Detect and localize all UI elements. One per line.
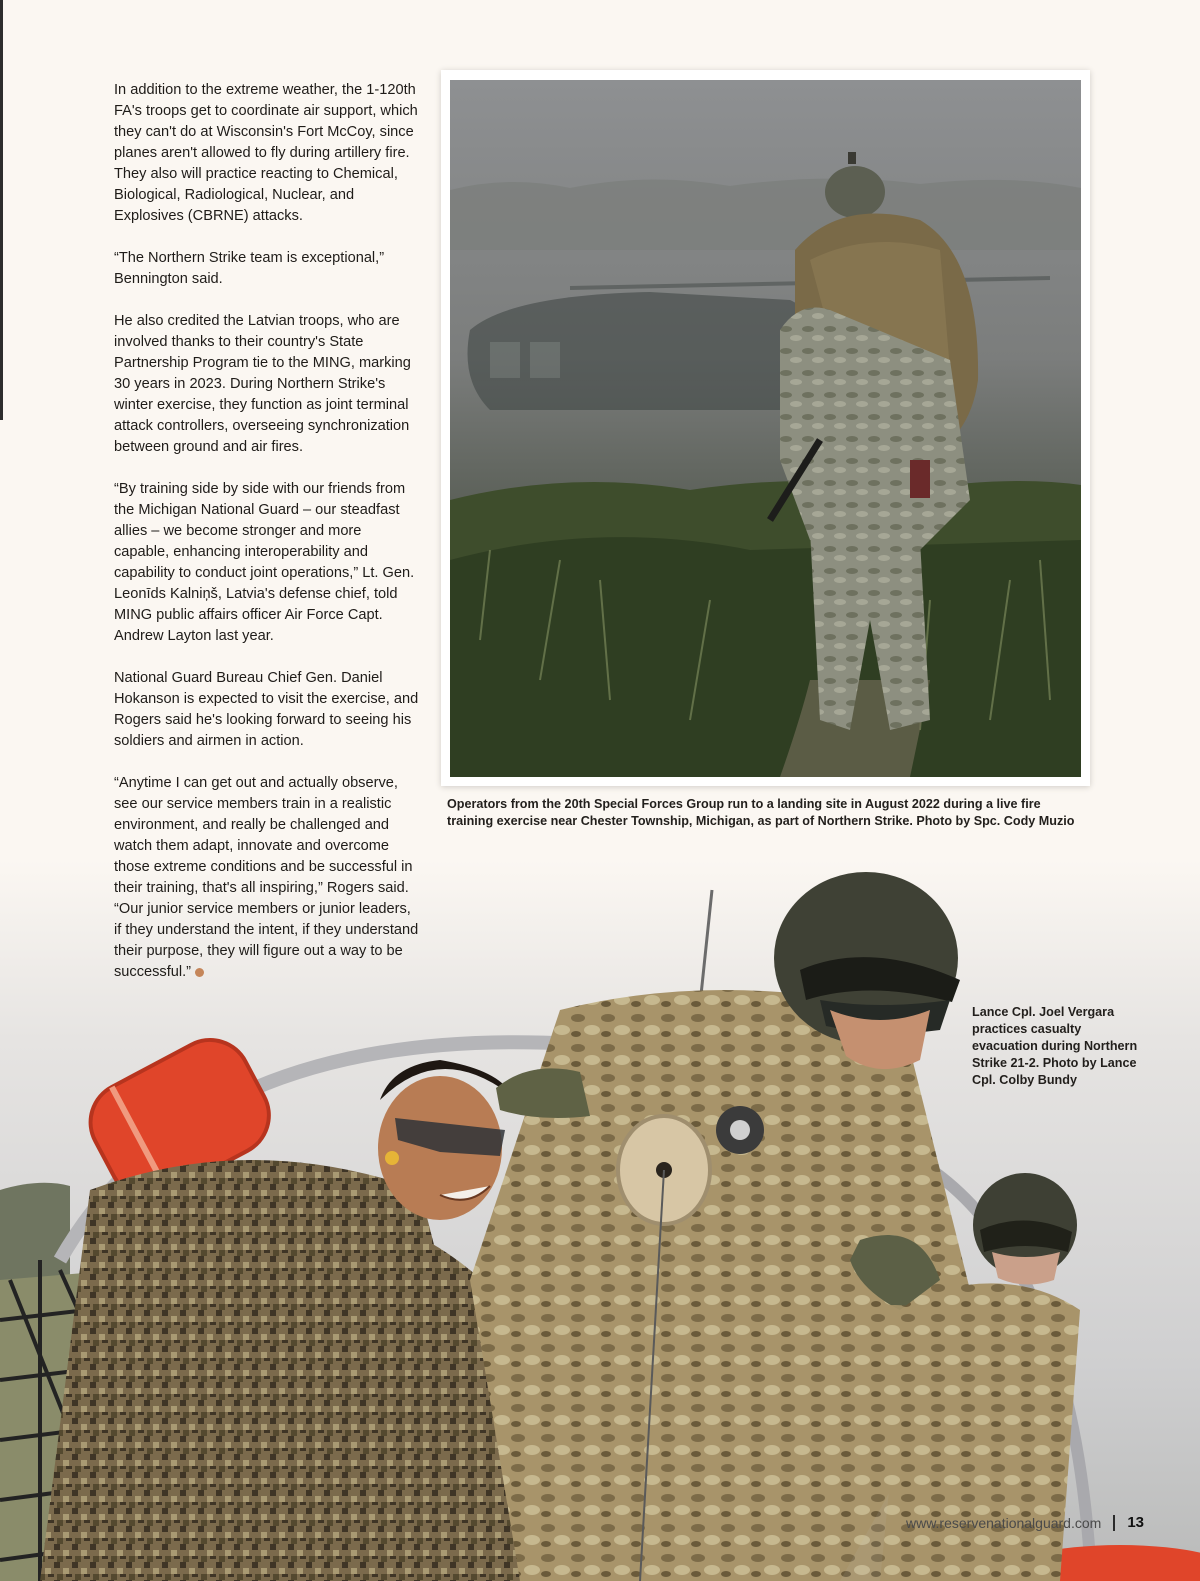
top-photo	[450, 80, 1081, 777]
article-body	[114, 80, 420, 1004]
footer-divider	[1113, 1515, 1115, 1531]
article-paragraph: “By training side by side with our friends from the Michigan National Guard – our steadfast allies – we become stronger and more capable, enhancing interoperability and capability to conduct joint operations,” Lt. Gen. Leonīds Kalniņš, Latvia's defense chief, told MING public affairs officer Air Force Capt. Andrew Layton last year.	[114, 481, 415, 644]
dot-icon	[195, 968, 204, 977]
article-paragraph: National Guard Bureau Chief Gen. Daniel Hokanson is expected to visit the exercise, and Rogers said he's looking forward to seeing his soldiers and airmen in action.	[114, 670, 419, 749]
article-paragraph: “The Northern Strike team is exceptional,” Bennington said.	[114, 250, 385, 287]
footer-url[interactable]: www.reservenationalguard.com	[905, 1514, 1102, 1531]
article-paragraph: In addition to the extreme weather, the 1-120th FA's troops get to coordinate air support, which they can't do at Wisconsin's Fort McCoy, since planes aren't allowed to fly during artillery fire. They also will practice reacting to Chemical, Biological, Radiological, Nuclear, and Explosives (CBRNE) attacks.	[114, 82, 418, 224]
article-paragraph-text: “Anytime I can get out and actually observe, see our service members train in a realistic environment, and really be challenged and watch them adapt, innovate and overcome those extreme conditions and be successful in their training, that's all inspiring,” Rogers said. “Our junior service members or junior leaders, if they understand the intent, if they understand their purpose, they will figure out a way to be successful.”	[114, 775, 419, 980]
article-paragraph-last	[114, 773, 420, 983]
top-photo-frame	[441, 70, 1090, 786]
article-paragraph: He also credited the Latvian troops, who are involved thanks to their country's State Partnership Program tie to the MING, marking 30 years in 2023. During Northern Strike's winter exercise, they function as joint terminal attack controllers, overseeing synchronization between ground and air fires.	[114, 313, 411, 455]
top-photo-caption: Operators from the 20th Special Forces Group run to a landing site in August 2022 during a live fire training exercise near Chester Township, Michigan, as part of Northern Strike. Photo by Spc. Cody Muzio	[447, 797, 1075, 828]
bottom-photo-caption: Lance Cpl. Joel Vergara practices casualty evacuation during Northern Strike 21-2. Photo by Lance Cpl. Colby Bundy	[972, 1005, 1138, 1087]
page-edge-strip	[0, 0, 3, 420]
page-footer	[906, 1514, 1144, 1531]
page-number: 13	[1127, 1514, 1144, 1531]
